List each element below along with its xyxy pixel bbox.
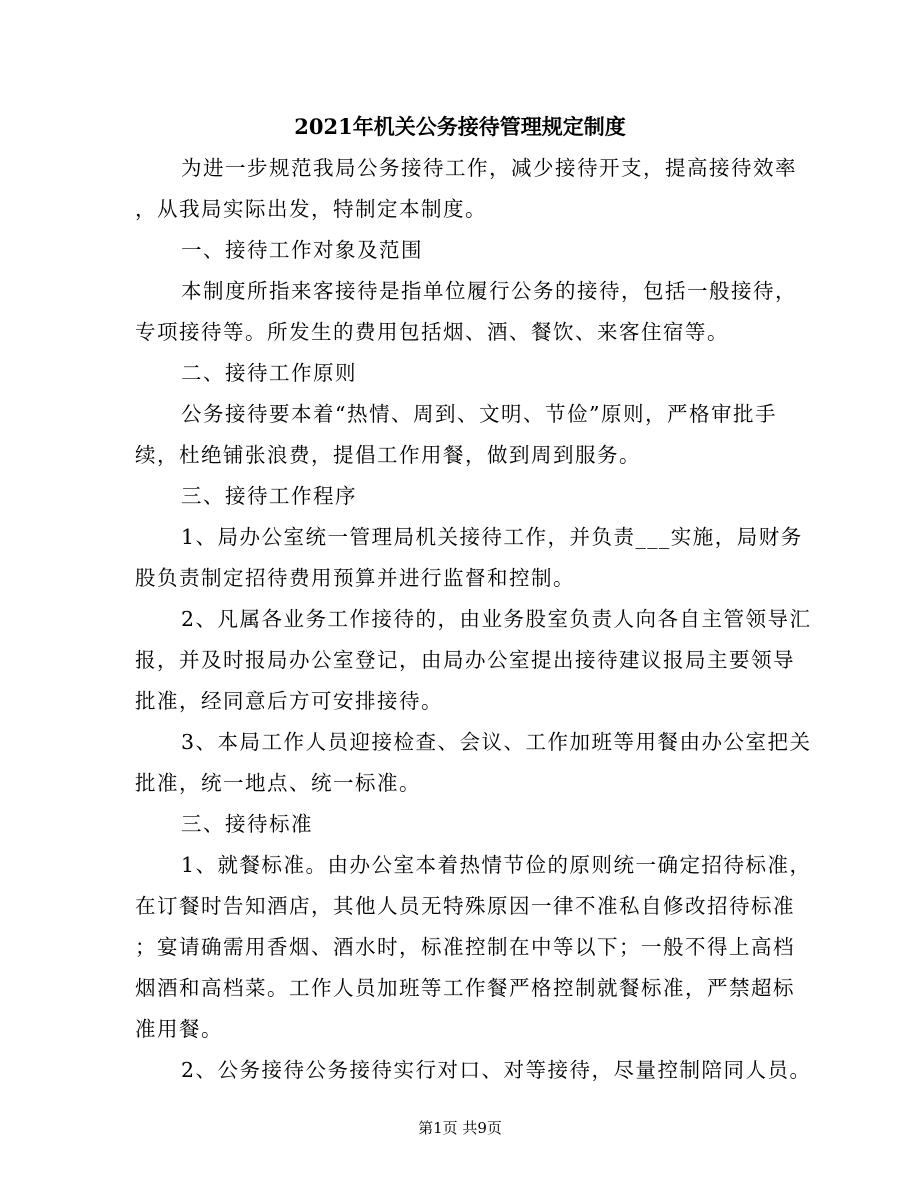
paragraph-line: ，从我局实际出发，特制定本制度。	[135, 197, 487, 221]
paragraph-line: 2、凡属各业务工作接待的，由业务股室负责人向各自主管领导汇	[181, 607, 812, 631]
paragraph-line: 准用餐。	[135, 1017, 223, 1041]
paragraph-line: 批准，经同意后方可安排接待。	[135, 689, 443, 713]
section-heading: 三、接待工作程序	[181, 484, 357, 508]
paragraph-line: 3、本局工作人员迎接检查、会议、工作加班等用餐由办公室把关	[181, 730, 812, 754]
page-number-footer: 第1页 共9页	[418, 1119, 502, 1137]
section-heading: 三、接待标准	[181, 812, 313, 836]
paragraph-line: 为进一步规范我局公务接待工作，减少接待开支，提高接待效率	[181, 156, 797, 180]
section-heading: 二、接待工作原则	[181, 361, 357, 385]
paragraph-line: 本制度所指来客接待是指单位履行公务的接待，包括一般接待，	[181, 279, 797, 303]
paragraph-line: 续，杜绝铺张浪费，提倡工作用餐，做到周到服务。	[135, 443, 641, 467]
paragraph-line: ；宴请确需用香烟、酒水时，标准控制在中等以下；一般不得上高档	[135, 935, 795, 959]
document-title: 2021年机关公务接待管理规定制度	[294, 114, 626, 139]
section-heading: 一、接待工作对象及范围	[181, 238, 423, 262]
paragraph-line: 报，并及时报局办公室登记，由局办公室提出接待建议报局主要领导	[135, 648, 795, 672]
paragraph-line: 股负责制定招待费用预算并进行监督和控制。	[135, 566, 575, 590]
paragraph-line: 烟酒和高档菜。工作人员加班等工作餐严格控制就餐标准，严禁超标	[135, 976, 795, 1000]
paragraph-line: 1、局办公室统一管理局机关接待工作，并负责___实施，局财务	[181, 525, 803, 549]
paragraph-line: 1、就餐标准。由办公室本着热情节俭的原则统一确定招待标准，	[181, 853, 812, 877]
paragraph-line: 公务接待要本着“热情、周到、文明、节俭”原则，严格审批手	[181, 402, 777, 426]
paragraph-line: 2、公务接待公务接待实行对口、对等接待，尽量控制陪同人员。	[181, 1058, 812, 1082]
paragraph-line: 专项接待等。所发生的费用包括烟、酒、餐饮、来客住宿等。	[135, 320, 729, 344]
paragraph-line: 批准，统一地点、统一标准。	[135, 771, 421, 795]
paragraph-line: 在订餐时告知酒店，其他人员无特殊原因一律不准私自修改招待标准	[135, 894, 795, 918]
